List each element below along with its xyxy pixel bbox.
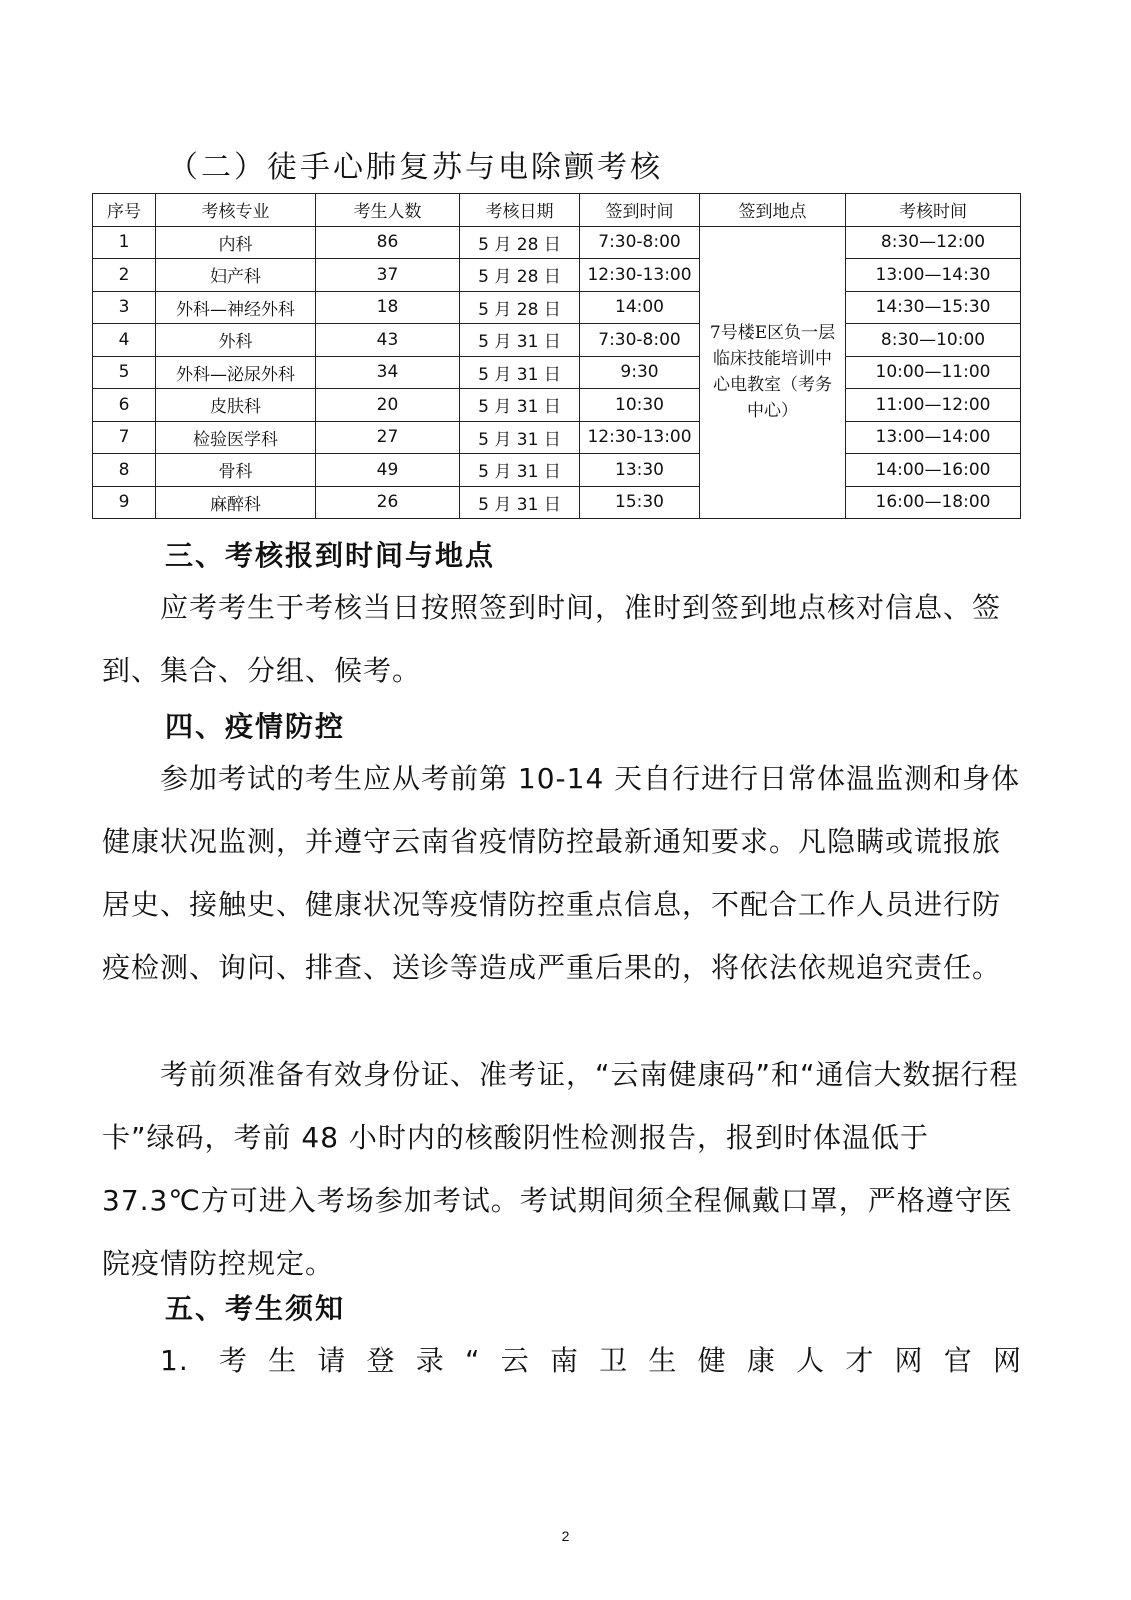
cell-exam-time: 10:00—11:00 — [846, 356, 1021, 389]
cell-major: 外科 — [156, 324, 316, 357]
cell-checkin: 12:30-13:00 — [580, 259, 700, 292]
cell-count: 26 — [316, 486, 460, 519]
cell-no: 1 — [93, 226, 156, 259]
table-header-row — [93, 194, 1021, 227]
cell-no: 8 — [93, 454, 156, 487]
section-3-text: 应考考生于考核当日按照签到时间，准时到签到地点核对信息、签到、集合、分组、候考。 — [102, 591, 1002, 687]
cell-count: 37 — [316, 259, 460, 292]
cell-major: 骨科 — [156, 454, 316, 487]
header-checkin: 签到时间 — [580, 194, 700, 227]
section-3-heading: 三、考核报到时间与地点 — [165, 539, 496, 572]
cell-checkin: 9:30 — [580, 356, 700, 389]
header-major: 考核专业 — [156, 194, 316, 227]
section-4-heading: 四、疫情防控 — [165, 710, 346, 743]
cell-no: 5 — [93, 356, 156, 389]
section-5-heading: 五、考生须知 — [165, 1292, 346, 1325]
cell-no: 6 — [93, 389, 156, 422]
cell-date: 5 月 31 日 — [460, 389, 580, 422]
cell-no: 3 — [93, 291, 156, 324]
exam-schedule-table — [92, 193, 1021, 519]
section-4-paragraph-1: 参加考试的考生应从考前第 10-14 天自行进行日常体温监测和身体健康状况监测，并遵守云南省疫情防控最新通知要求。凡隐瞒或谎报旅居史、接触史、健康状况等疫情防控重点信息，不配合工作人员进行防疫检测、询问、排查、送诊等造成严重后果的，将依法依规追究责任。 — [102, 762, 1021, 984]
cell-count: 27 — [316, 421, 460, 454]
cell-date: 5 月 28 日 — [460, 291, 580, 324]
cell-major: 妇产科 — [156, 259, 316, 292]
table-row — [93, 259, 1021, 292]
cell-checkin: 7:30-8:00 — [580, 324, 700, 357]
cell-no: 4 — [93, 324, 156, 357]
cell-exam-time: 14:30—15:30 — [846, 291, 1021, 324]
cell-date: 5 月 31 日 — [460, 454, 580, 487]
cell-count: 86 — [316, 226, 460, 259]
table-row — [93, 324, 1021, 357]
cell-date: 5 月 31 日 — [460, 486, 580, 519]
cell-checkin: 12:30-13:00 — [580, 421, 700, 454]
cell-count: 34 — [316, 356, 460, 389]
cell-date: 5 月 28 日 — [460, 259, 580, 292]
cell-date: 5 月 31 日 — [460, 356, 580, 389]
cell-count: 49 — [316, 454, 460, 487]
table-row — [93, 226, 1021, 259]
table-row — [93, 421, 1021, 454]
table-row — [93, 389, 1021, 422]
cell-exam-time: 8:30—10:00 — [846, 324, 1021, 357]
cell-exam-time: 11:00—12:00 — [846, 389, 1021, 422]
section-subtitle: （二）徒手心肺复苏与电除颤考核 — [168, 150, 663, 185]
cell-count: 20 — [316, 389, 460, 422]
cell-checkin: 7:30-8:00 — [580, 226, 700, 259]
cell-count: 43 — [316, 324, 460, 357]
cell-date: 5 月 31 日 — [460, 324, 580, 357]
cell-major: 皮肤科 — [156, 389, 316, 422]
cell-exam-time: 14:00—16:00 — [846, 454, 1021, 487]
cell-checkin: 14:00 — [580, 291, 700, 324]
header-location: 签到地点 — [700, 194, 846, 227]
section-5-item-1: 1. 考生请登录“云南卫生健康人才网官网 — [160, 1344, 1022, 1377]
table-row — [93, 486, 1021, 519]
cell-major: 外科—神经外科 — [156, 291, 316, 324]
cell-checkin: 10:30 — [580, 389, 700, 422]
header-count: 考生人数 — [316, 194, 460, 227]
cell-major: 麻醉科 — [156, 486, 316, 519]
page-number: 2 — [561, 1528, 570, 1544]
cell-count: 18 — [316, 291, 460, 324]
table-row — [93, 454, 1021, 487]
cell-major: 内科 — [156, 226, 316, 259]
table-row — [93, 356, 1021, 389]
header-exam-time: 考核时间 — [846, 194, 1021, 227]
cell-date: 5 月 31 日 — [460, 421, 580, 454]
cell-exam-time: 13:00—14:00 — [846, 421, 1021, 454]
cell-no: 7 — [93, 421, 156, 454]
cell-major: 外科—泌尿外科 — [156, 356, 316, 389]
cell-exam-time: 13:00—14:30 — [846, 259, 1021, 292]
cell-exam-time: 8:30—12:00 — [846, 226, 1021, 259]
cell-checkin: 13:30 — [580, 454, 700, 487]
cell-checkin: 15:30 — [580, 486, 700, 519]
cell-location: 7号楼E区负一层临床技能培训中心电教室（考务中心） — [700, 226, 846, 519]
header-date: 考核日期 — [460, 194, 580, 227]
header-no: 序号 — [93, 194, 156, 227]
cell-no: 9 — [93, 486, 156, 519]
cell-date: 5 月 28 日 — [460, 226, 580, 259]
section-4-paragraph-2: 考前须准备有效身份证、准考证，“云南健康码”和“通信大数据行程卡”绿码，考前 48 小时内的核酸阴性检测报告，报到时体温低于 37.3℃方可进入考场参加考试。考试期间须全程佩戴口罩，严格遵守医院疫情防控规定。 — [102, 1058, 1019, 1280]
cell-no: 2 — [93, 259, 156, 292]
cell-exam-time: 16:00—18:00 — [846, 486, 1021, 519]
cell-major: 检验医学科 — [156, 421, 316, 454]
table-row — [93, 291, 1021, 324]
